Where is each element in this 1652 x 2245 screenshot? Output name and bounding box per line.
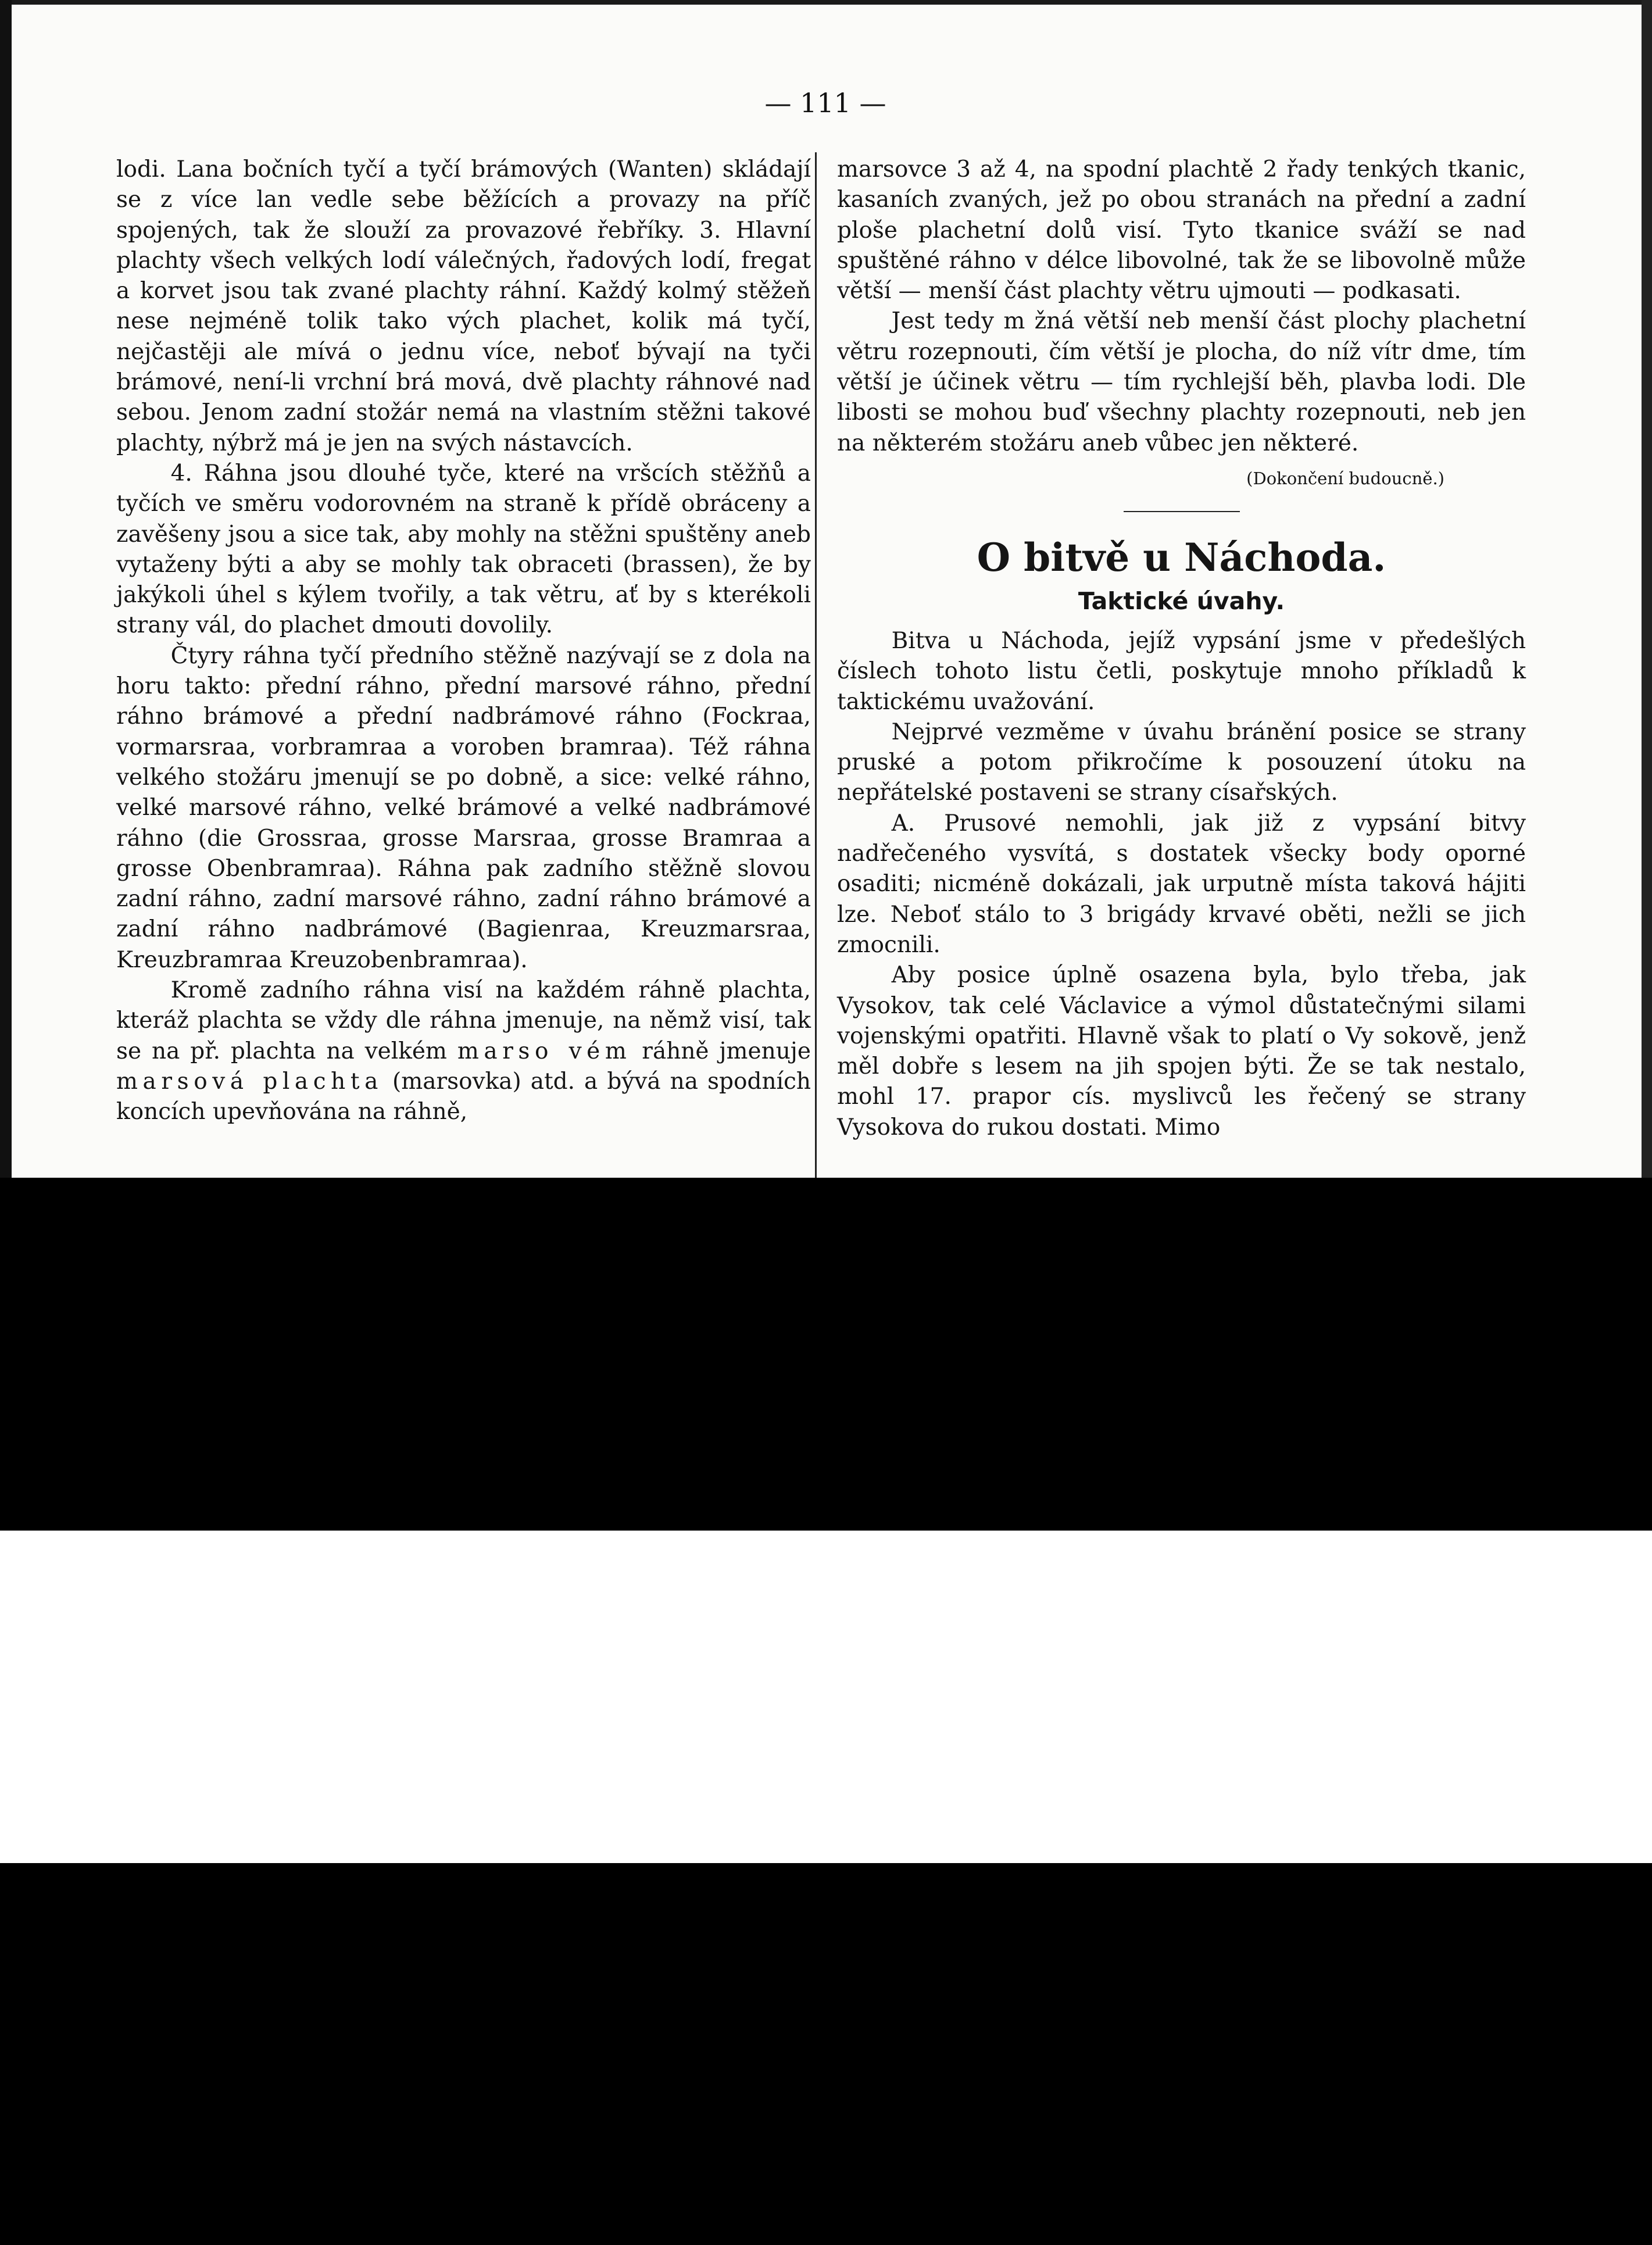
article-paragraph-4: Aby posice úplně osazena byla, bylo třeba, jak Vysokov, tak celé Václavice a výmol důstatečnými silami vojenskými opatřiti. Hlavně však to platí o Vy sokově, jenž měl dobře s lesem na jih spojen býti. Že se tak nestalo, mohl 17. prapor cís. myslivců les řečený se strany Vysokova do rukou dostati. Mimo — [837, 962, 1526, 1141]
left-paragraph-2: 4. Ráhna jsou dlouhé tyče, které na vršcích stěžňů a tyčích ve směru vodorovném na straně k přídě obráceny a zavěšeny jsou a sice tak, aby mohly na stěžni spuštěny aneb vytaženy býti a aby se mohly tak obraceti (brassen), že by jakýkoli úhel s kýlem tvořily, a tak větru, ať by s kterékoli strany vál, do plachet dmouti dovolily. — [116, 460, 811, 639]
right-paragraph-2: Jest tedy m žná větší neb menší část plochy plachetní větru rozepnouti, čím větší je plocha, do níž vítr dme, tím větší je účinek větru — tím rychlejší běh, plavba lodi. Dle libosti se mohou buď všechny plachty rozepnouti, neb jen na některém stožáru aneb vůbec jen některé. — [837, 308, 1526, 456]
article-paragraph-2: Nejprvé vezměme v úvahu bránění posice se strany pruské a potom přikročíme k posouzení útoku na nepřátelské postaveni se strany císařských. — [837, 718, 1526, 806]
article-title: O bitvě u Náchoda. — [977, 534, 1386, 580]
left-column — [116, 155, 811, 1128]
section-divider — [1124, 511, 1240, 512]
left-paragraph-3: Čtyry ráhna tyčí předního stěžně nazývají se z dola na horu takto: přední ráhno, přední marsové ráhno, přední ráhno brámové a přední nadbrámové ráhno (Fockraa, vormarsraa, vorbramraa a voroben bramraa). Též ráhna velkého stožáru jmenují se po dobně, a sice: velké ráhno, velké marsové ráhno, velké brámové a velké nadbrámové ráhno (die Grossraa, grosse Marsraa, grosse Bramraa a grosse Obenbramraa). Ráhna pak zadního stěžně slovou zadní ráhno, zadní marsové ráhno, zadní ráhno brámové a zadní ráhno nadbrámové (Bagienraa, Kreuzmarsraa, Kreuzbramraa Kreuzobenbramraa). — [116, 642, 811, 973]
scan-top-edge — [0, 0, 1652, 5]
continued-note: (Dokončení budoucně.) — [1246, 468, 1444, 488]
right-continuation-paragraph: marsovce 3 až 4, na spodní plachtě 2 řady tenkých tkanic, kasaních zvaných, jež po obou stranách na přední a zadní ploše plachetní dolů visí. Tyto tkanice sváží se nad spuštěné ráhno v délce libovolné, tak že se libovolně může větší — menší část plachty větru ujmouti — podkasati. — [837, 156, 1526, 305]
left-paragraph-4-text-a: Kromě zadního ráhna visí na každém ráhně plachta, kteráž plachta se vždy dle ráhna jmenuje, na němž visí, tak se na př. plachta na velkém — [116, 977, 811, 1064]
scan-right-edge — [1642, 0, 1652, 1178]
column-divider-rule — [815, 152, 817, 1178]
left-paragraph-4-text-b: ráhně jmenuje — [631, 1038, 811, 1064]
left-paragraph-4 — [116, 975, 811, 1127]
right-column — [837, 155, 1526, 1143]
article-paragraph-3: A. Prusové nemohli, jak již z vypsání bitvy nadřečeného vysvítá, s dostatek všecky body oporné osaditi; nicméně dokázali, jak urputně místa taková hájiti lze. Neboť stálo to 3 brigády krvavé oběti, nežli se jich zmocnili. — [837, 810, 1526, 958]
spaced-term-marsova-plachta: marsová plachta — [116, 1068, 383, 1095]
black-mask-band-top — [0, 1178, 1652, 1531]
black-mask-band-bottom — [0, 1863, 1652, 2245]
left-paragraph-1: lodi. Lana bočních tyčí a tyčí brámových (Wanten) skládají se z více lan vedle sebe běžících a provazy na příč spojených, tak že slouží za provazové řebříky. 3. Hlavní plachty všech velkých lodí válečných, řadových lodí, fregat a korvet jsou tak zvané plachty ráhní. Každý kolmý stěžeň nese nejméně tolik tako vých plachet, kolik má tyčí, nejčastěji ale mívá o jednu více, neboť bývají na tyči brámové, není-li vrchní brá mová, dvě plachty ráhnové nad sebou. Jenom zadní stožár nemá na vlastním stěžni takové plachty, nýbrž má je jen na svých nástavcích. — [116, 156, 811, 456]
article-paragraph-1: Bitva u Náchoda, jejíž vypsání jsme v předešlých číslech tohoto listu četli, poskytuje mnoho příkladů k taktickému uvažování. — [837, 627, 1526, 715]
article-subtitle: Taktické úvahy. — [1078, 587, 1285, 615]
left-paragraph-4-text-c: (marsovka) atd. a bývá na spodních koncích upevňována na ráhně, — [116, 1068, 811, 1125]
page-number: — 111 — — [764, 87, 886, 119]
scan-left-edge — [0, 0, 12, 1178]
spaced-term-marsovem: marso vém — [457, 1038, 632, 1064]
